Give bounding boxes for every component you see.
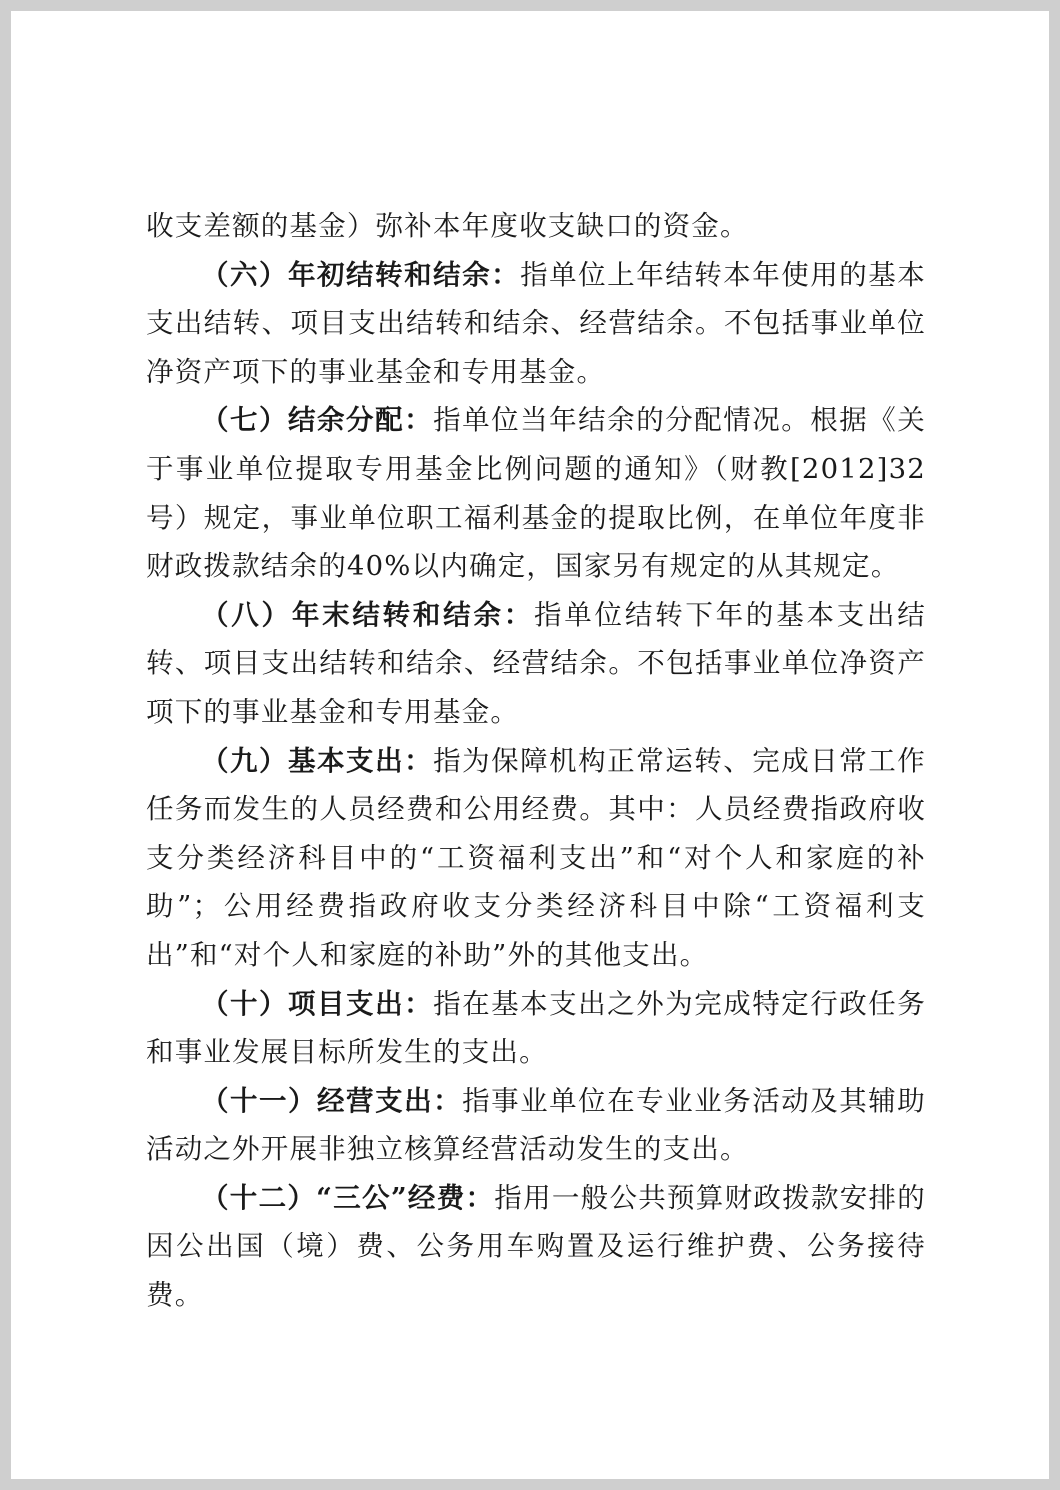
- term-label: （八）年末结转和结余：: [201, 598, 535, 631]
- document-body: [146, 202, 926, 1320]
- term-label: （六）年初结转和结余：: [201, 258, 521, 291]
- paragraph-project-expenditure: [146, 980, 926, 1077]
- paragraph-text: 收支差额的基金）弥补本年度收支缺口的资金。: [146, 210, 749, 242]
- document-page: [11, 11, 1049, 1479]
- paragraph-three-public-expenses: [146, 1174, 926, 1320]
- paragraph-operating-expenditure: [146, 1077, 926, 1174]
- term-label: （十二）“三公”经费：: [201, 1181, 495, 1214]
- paragraph-surplus-distribution: [146, 396, 926, 590]
- term-label: （十）项目支出：: [201, 987, 434, 1020]
- paragraph-text: 指单位上年结转本年使用的基本支出结转、项目支出结转和结余、经营结余。不包括事业单位净资产项下的事业基金和专用基金。: [146, 258, 926, 388]
- paragraph-year-end-carryover: [146, 591, 926, 737]
- paragraph-text: 指单位结转下年的基本支出结转、项目支出结转和结余、经营结余。不包括事业单位净资产项下的事业基金和专用基金。: [146, 598, 926, 728]
- term-label: （九）基本支出：: [201, 744, 434, 777]
- paragraph-text: 指在基本支出之外为完成特定行政任务和事业发展目标所发生的支出。: [146, 987, 926, 1069]
- paragraph-text: 指用一般公共预算财政拨款安排的因公出国（境）费、公务用车购置及运行维护费、公务接待费。: [146, 1181, 927, 1312]
- paragraph-text: 指单位当年结余的分配情况。根据《关于事业单位提取专用基金比例问题的通知》（财教[2012]32号）规定，事业单位职工福利基金的提取比例，在单位年度非财政拨款结余的40%以内确定，国家另有规定的从其规定。: [146, 404, 926, 583]
- paragraph-continuation: [146, 202, 926, 251]
- paragraph-year-start-carryover: [146, 251, 926, 397]
- paragraph-text: 指为保障机构正常运转、完成日常工作任务而发生的人员经费和公用经费。其中：人员经费指政府收支分类经济科目中的“工资福利支出”和“对个人和家庭的补助”；公用经费指政府收支分类经济科目中除“工资福利支出”和“对个人和家庭的补助”外的其他支出。: [146, 744, 926, 971]
- paragraph-text: 指事业单位在专业业务活动及其辅助活动之外开展非独立核算经营活动发生的支出。: [146, 1084, 926, 1166]
- term-label: （十一）经营支出：: [201, 1084, 463, 1117]
- term-label: （七）结余分配：: [201, 404, 434, 437]
- paragraph-basic-expenditure: [146, 737, 926, 980]
